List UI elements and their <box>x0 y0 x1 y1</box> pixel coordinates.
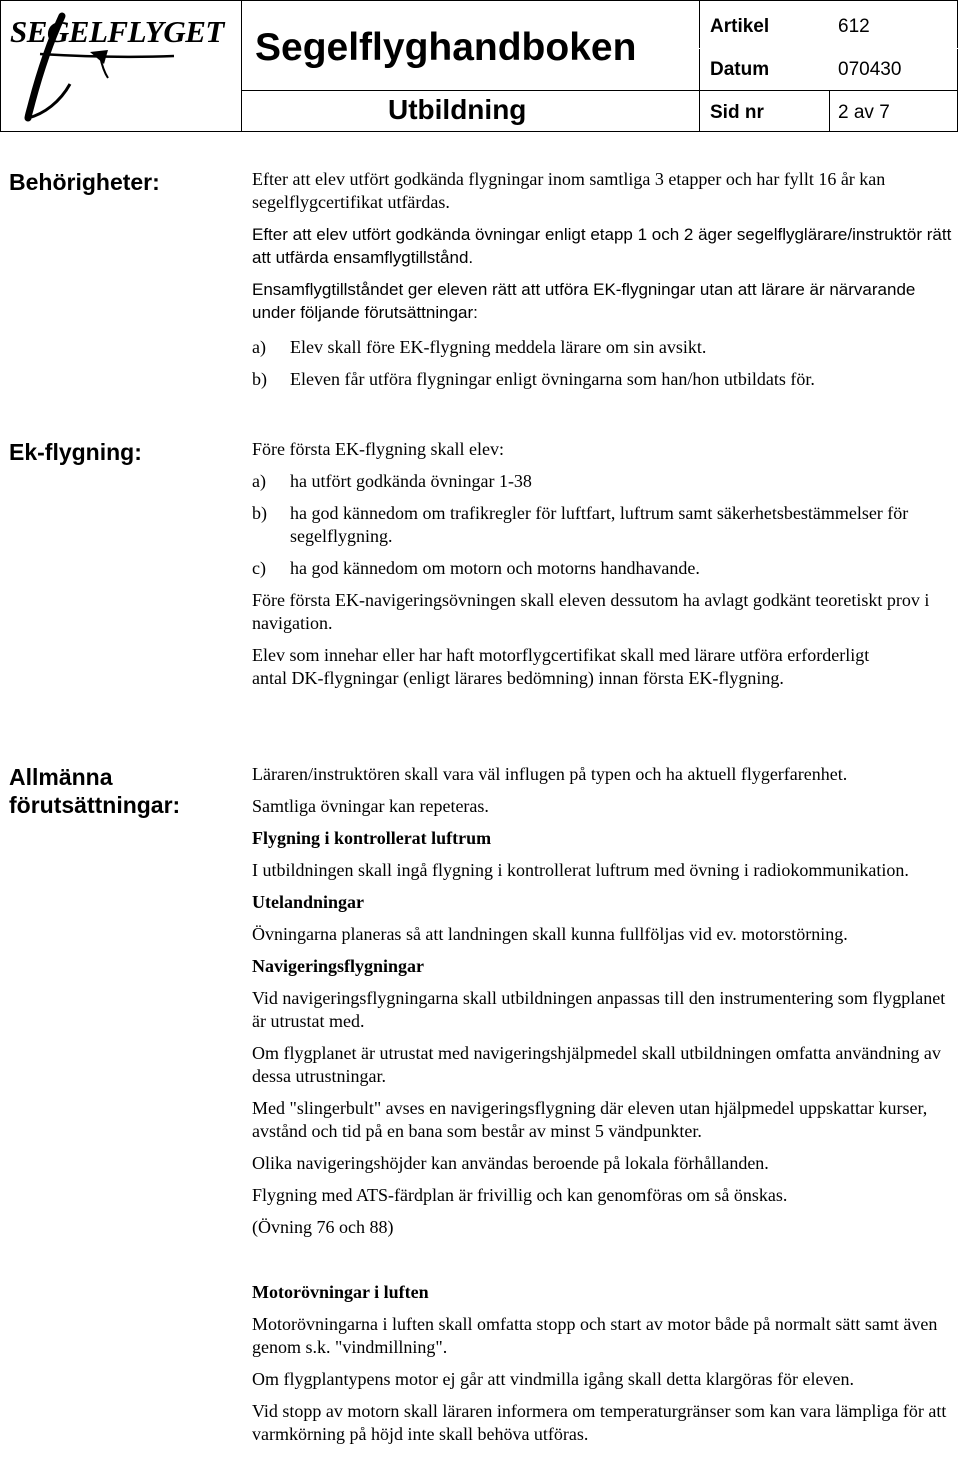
list-item <box>252 336 952 359</box>
list-marker: b) <box>252 369 267 389</box>
section-label-allmanna <box>9 763 180 819</box>
list-marker: b) <box>252 503 267 523</box>
paragraph: Flygning med ATS-färdplan är frivillig och kan genomföras om så önskas. <box>252 1185 788 1205</box>
article-value: 612 <box>838 16 870 37</box>
date-value: 070430 <box>838 59 902 80</box>
page-number-value: 2 av 7 <box>838 102 890 123</box>
list-marker: c) <box>252 558 266 578</box>
list-item-text: ha god kännedom om trafikregler för luftfart, luftrum samt säkerhetsbestämmelser för segelflygning. <box>290 503 909 546</box>
header-divider <box>699 1 700 132</box>
list-item-text: Eleven får utföra flygningar enligt övningarna som han/hon utbildats för. <box>290 369 815 389</box>
paragraph: Efter att elev utfört godkända flygningar inom samtliga 3 etapper och har fyllt 16 år kan segelflygcertifikat utfärdas. <box>252 169 886 212</box>
paragraph: Övningarna planeras så att landningen skall kunna fullföljas vid ev. motorstörning. <box>252 924 848 944</box>
paragraph: Läraren/instruktören skall vara väl influgen på typen och ha aktuell flygerfarenhet. <box>252 764 848 784</box>
segelflyget-logo <box>4 2 240 130</box>
list-item-text: ha god kännedom om motorn och motorns handhavande. <box>290 558 700 578</box>
paragraph: Om flygplanet är utrustat med navigeringshjälpmedel skall utbildningen omfatta användning av dessa utrustningar. <box>252 1043 941 1086</box>
paragraph: Före första EK-flygning skall elev: <box>252 439 504 459</box>
section-label-ekflygning: Ek-flygning: <box>9 439 142 465</box>
list-item-text: Elev skall före EK-flygning meddela lärare om sin avsikt. <box>290 337 707 357</box>
subheading: Navigeringsflygningar <box>252 956 425 976</box>
list-marker: a) <box>252 471 266 491</box>
paragraph: Vid stopp av motorn skall läraren informera om temperaturgränser som kan vara lämpliga för att varmkörning på höjd inte skall behöva utföras. <box>252 1401 947 1444</box>
section-allmanna <box>252 763 952 1455</box>
list-item <box>252 470 952 493</box>
list-marker: a) <box>252 337 266 357</box>
list-item-text: ha utfört godkända övningar 1-38 <box>290 471 532 491</box>
logo-text: SEGELFLYGET <box>10 14 224 49</box>
paragraph: Elev som innehar eller har haft motorflygcertifikat skall med lärare utföra erforderligt antal DK-flygningar (enligt lärares bedömning) innan första EK-flygning. <box>252 645 870 688</box>
page-number-label: Sid nr <box>710 102 764 123</box>
section-label-line: Allmänna <box>9 764 113 790</box>
paragraph: Ensamflygtillståndet ger eleven rätt att utföra EK-flygningar utan att lärare är närvarande under följande förutsättningar: <box>252 280 916 322</box>
list-item <box>252 502 952 548</box>
paragraph: Efter att elev utfört godkända övningar enligt etapp 1 och 2 äger segelflyglärare/instruktör rätt att utfärda ensamflygtillstånd. <box>252 225 952 267</box>
list-item <box>252 557 952 580</box>
header-divider <box>241 1 242 132</box>
list-item <box>252 368 952 391</box>
subheading: Flygning i kontrollerat luftrum <box>252 828 492 848</box>
paragraph: Olika navigeringshöjder kan användas beroende på lokala förhållanden. <box>252 1153 769 1173</box>
header-divider <box>241 90 958 91</box>
section-title: Utbildning <box>388 94 527 125</box>
header-spacer <box>699 48 958 49</box>
paragraph: Med "slingerbult" avses en navigeringsflygning där eleven utan hjälpmedel uppskattar kurser, avstånd och tid på en bana som består av minst 5 vändpunkter. <box>252 1098 928 1141</box>
section-label-behorigheter: Behörigheter: <box>9 169 160 195</box>
subheading: Utelandningar <box>252 892 365 912</box>
document-title: Segelflyghandboken <box>255 26 637 69</box>
paragraph: Om flygplantypens motor ej går att vindmilla igång skall detta klargöras för eleven. <box>252 1369 855 1389</box>
paragraph: Före första EK-navigeringsövningen skall eleven dessutom ha avlagt godkänt teoretiskt prov i navigation. <box>252 590 930 633</box>
section-ekflygning <box>252 438 952 699</box>
header-divider <box>829 91 830 132</box>
paragraph: (Övning 76 och 88) <box>252 1217 394 1237</box>
paragraph: I utbildningen skall ingå flygning i kontrollerat luftrum med övning i radiokommunikation. <box>252 860 909 880</box>
article-label: Artikel <box>710 16 770 37</box>
subheading: Motorövningar i luften <box>252 1282 429 1302</box>
section-behorigheter <box>252 168 952 400</box>
paragraph: Vid navigeringsflygningarna skall utbildningen anpassas till den instrumentering som flygplanet är utrustat med. <box>252 988 946 1031</box>
paragraph: Motorövningarna i luften skall omfatta stopp och start av motor både på normalt sätt samt även genom s.k. "vindmillning". <box>252 1314 938 1357</box>
section-label-line: förutsättningar: <box>9 792 181 818</box>
paragraph: Samtliga övningar kan repeteras. <box>252 796 489 816</box>
date-label: Datum <box>710 59 770 80</box>
